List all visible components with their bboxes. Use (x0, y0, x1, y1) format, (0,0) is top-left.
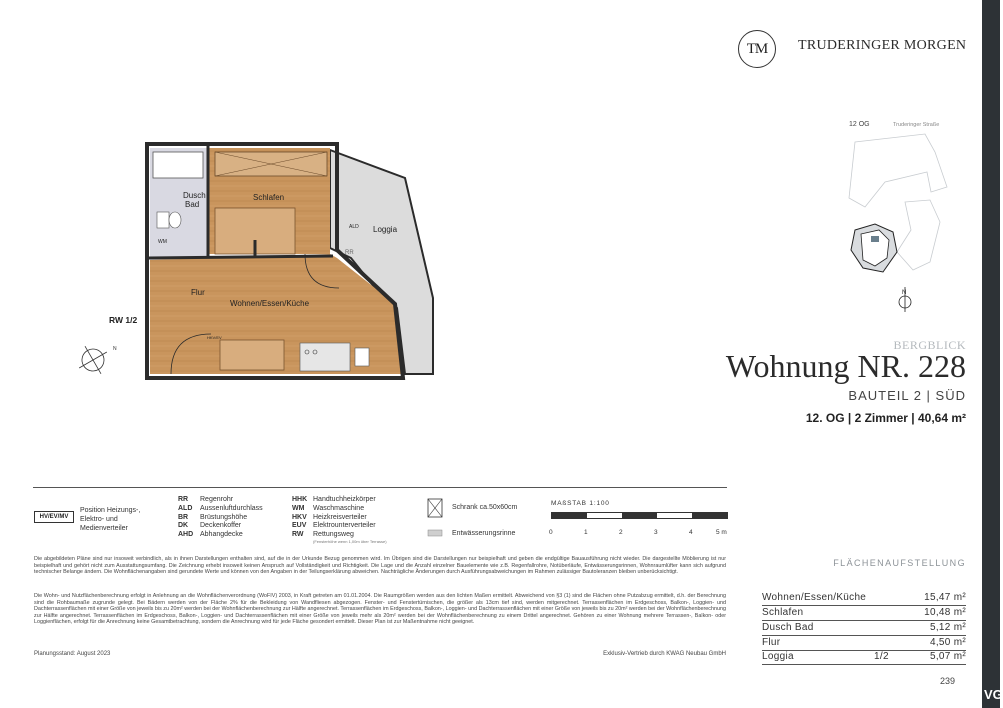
scale-tick-1: 1 (584, 529, 588, 536)
edge-logo: VG (984, 687, 1003, 702)
legend-texts: Regenrohr Aussenluftdurchlass Brüstungshöhe Deckenkoffer Abhangdecke (200, 496, 263, 539)
area-fraction: 1/2 (874, 651, 889, 662)
scale-tick-0: 0 (549, 529, 553, 536)
tag-hkv: HKV/EV (207, 335, 222, 340)
keyplan-street: Truderinger Straße (893, 122, 940, 128)
area-row: Flur 4,50 m² (762, 637, 966, 651)
room-label-bad: Bad (185, 200, 200, 209)
brand-name: TRUDERINGER MORGEN (798, 38, 967, 53)
brand-monogram: TM (738, 30, 776, 68)
scale-bar (551, 512, 728, 519)
keyplan-north: N (902, 290, 907, 296)
room-label-wohnen: Wohnen/Essen/Küche (230, 299, 310, 308)
apartment-subtitle: BERGBLICK (893, 338, 966, 352)
room-label-schlafen: Schlafen (253, 193, 285, 202)
legend-schrank: Schrank ca.50x60cm (452, 504, 518, 511)
scale-tick-2: 2 (619, 529, 623, 536)
tag-ald: ALD (349, 224, 359, 230)
legend-hv-text: Position Heizungs-, Elektro- und Medienverteiler (80, 507, 141, 532)
compass-north: N (113, 346, 117, 352)
page-number: 239 (940, 676, 956, 686)
area-table-title: FLÄCHENAUFSTELLUNG (833, 558, 966, 568)
legend-rinne: Entwässerungsrinne (452, 530, 516, 537)
key-plan (835, 112, 965, 312)
planning-date: Planungsstand: August 2023 (34, 651, 111, 657)
scale-tick-5: 5 m (716, 529, 727, 536)
tag-wm: WM (158, 239, 167, 245)
area-row: Dusch Bad 5,12 m² (762, 622, 966, 636)
sales-note: Exklusiv-Vertrieb durch KWAG Neubau GmbH (603, 651, 726, 657)
apartment-summary: 12. OG | 2 Zimmer | 40,64 m² (805, 411, 966, 425)
legend-codes: RR ALD BR DK AHD (178, 496, 194, 539)
legend-codes-2: HHK WM HKV EUV RW (292, 496, 308, 539)
room-label-loggia: Loggia (373, 225, 398, 234)
room-label-dusch: Dusch (183, 191, 206, 200)
keyplan-floor: 12 OG (849, 121, 870, 128)
room-label-flur: Flur (191, 288, 205, 297)
edge-strip (982, 0, 1003, 708)
building-section: BAUTEIL 2 | SÜD (848, 388, 966, 403)
legend-rw-note: (Fensterhöhe wenn 1,00m über Terrasse) (313, 539, 387, 544)
tag-rr: RR (345, 250, 354, 256)
scale-tick-4: 4 (689, 529, 693, 536)
legend-texts-2: Handtuchheizkörper Waschmaschine Heizkreisverteiler Elektrounterverteiler Rettungsweg (313, 496, 376, 539)
area-row: Schlafen 10,48 m² (762, 607, 966, 621)
tag-rw: RW 1/2 (109, 315, 138, 325)
disclaimer-plans: Die abgebildeten Pläne sind nur insoweit verbindlich, als in ihnen Darstellungen enthalten sind, auf die in der Urkunde Bezug genommen wird. Im Übrigen sind die Darstellungen nur beispielhaft und geben die endgültige Bauausführung nicht wieder. Die dargestellte Möblierung ist nur beispielhaft und gehört nicht zum Ausstattungsumfang. Die Zeichnung erhebt insoweit keinen Anspruch auf Vollständigkeit und Richtigkeit. Die Lage und die Anzahl einzelner Bauelemente wie z.B. Regenfallrohre, Notüberläufe, Entwässerungsrinnen, Wohnraumlüfter kann sich aufgrund technischer Belange ändern. Die Wohnflächenangaben sind gerundete Werte und können von den Angaben in der Teilungserklärung abweichen. Nachträgliche Änderungen durch Ausführungsabweichungen im Rahmen zulässiger Bautoleranzen bleiben unberücksichtigt. (34, 556, 726, 576)
legend-symbols (427, 498, 447, 538)
apartment-title: Wohnung NR. 228 (725, 348, 966, 384)
area-row: Loggia 1/2 5,07 m² (762, 651, 966, 665)
compass-icon (71, 338, 115, 382)
scale-label: MAßSTAB 1:100 (551, 500, 610, 507)
area-row: Wohnen/Essen/Küche 15,47 m² (762, 592, 966, 606)
scale-tick-3: 3 (654, 529, 658, 536)
legend-hv-box: HV/EV/MV (34, 511, 74, 523)
legend-divider (33, 487, 727, 488)
disclaimer-areas: Die Wohn- und Nutzflächenberechnung erfolgt in Anlehnung an die Wohnflächenverordnung (WoFIV) 2003, in Kraft getreten am 01.01.2004. Die Raumgrößen werden aus den lichten Maßen ermittelt. Abweichend von §3 (1) sind die Flächen ohne Putzabzug ermittelt, d.h. der Berechnung sind die Rohbaumaße zugrunde gelegt. Bei Bädern werden von der Fläche 2% für die Bekleidung von Wandfliesen abgezogen. Fenster- und Fenstertürnischen, die größer als 13cm tief sind, werden mitgerechnet. Terrassenflächen im Erdgeschoss, Balkon-, Loggien- und Dachterrassenflächen mit einer Größe von jeweils bis zu 20m² werden bei der Wohnflächenberechnung zur Hälfte angerechnet. Terrassenflächen im Erdgeschoss, Balkon-, Loggien- und Dachterrassenflächen mit einer Größe von jeweils bis zu 20m² werden bei der Wohnflächenberechnung zur Hälfte angerechnet. Terrassenflächen im Erdgeschoss, Balkon-, Loggien- und Dachterrassenflächen mit einer Größe von jeweils mehr als 20m² werden bei der Wohnflächenberechnung zu einem Drittel angerechnet. Gehören zu einer Wohnung mehrere Terrassen-, Balkon- oder Loggienflächen, erfolgt für die Anrechnung keine Gesamtbetrachtung, sondern die Anrechnung wird für jede Fläche gesondert ermittelt. Dieser Plan ist zur Maßentnahme nicht geeignet. (34, 593, 726, 626)
floor-plan (75, 138, 445, 383)
